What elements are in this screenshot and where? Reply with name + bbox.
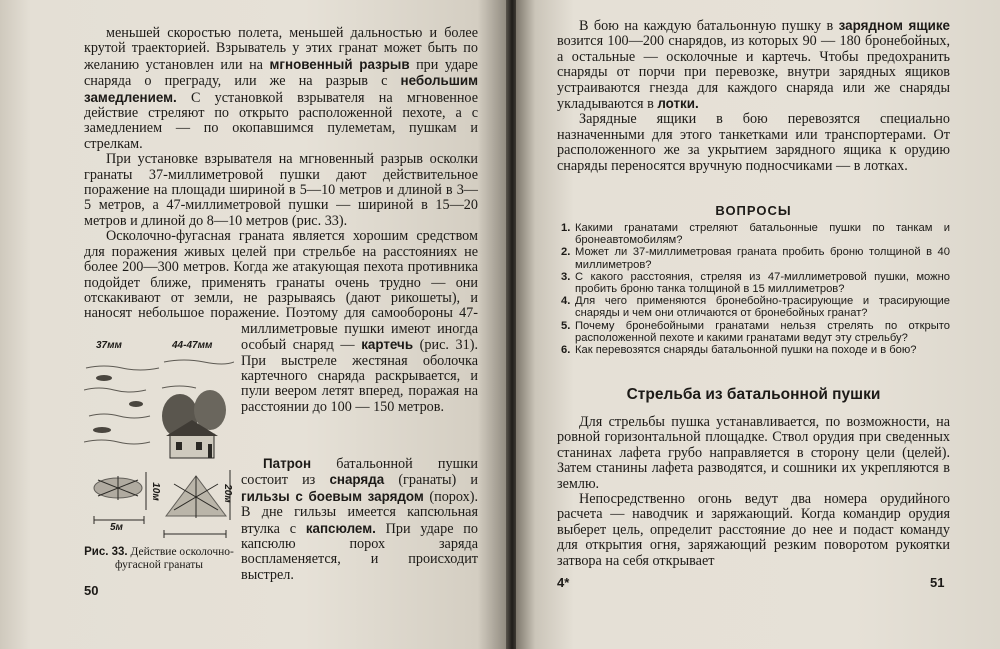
figure-caption-text: Действие осколочно-фугасной гранаты — [114, 546, 234, 571]
figure-caption — [84, 546, 234, 572]
bold-term: гильзы с боевым зарядом — [241, 488, 424, 504]
question-number: 3. — [561, 270, 571, 283]
figure-dim-5m: 5м — [110, 522, 123, 533]
figure-label-37mm: 37мм — [96, 340, 122, 351]
question-text: Может ли 37-миллиметровая граната пробить броню толщиной в 40 миллиметров? — [575, 246, 950, 271]
bold-term: Патрон — [263, 456, 312, 471]
question-item — [557, 246, 950, 270]
section-heading: Стрельба из батальонной пушки — [626, 386, 881, 403]
question-item — [557, 344, 950, 356]
right-page-number: 51 — [930, 575, 945, 590]
question-text: Какими гранатами стреляют батальонные пушки по танкам и бронеавтомобилям? — [575, 222, 950, 247]
question-text: Как перевозятся снаряды батальонной пушки на походе и в бою? — [575, 344, 917, 357]
right-page-top-text — [557, 18, 950, 174]
figure-caption-label: Рис. 33. — [84, 546, 128, 558]
question-number: 6. — [561, 344, 571, 357]
paragraph: В бою на каждую батальонную пушку в зарядном ящике возится 100—200 снарядов, из которых 90 — 180 бронебойных, а остальные — осколочные и картечь. Чтобы предохранить снаряды от порчи при перевозке, внутри зарядных ящиков устраиваются гнезда для каждого снаряда или же снаряды укладываются в лотки. — [557, 18, 951, 113]
bold-term: лотки. — [657, 96, 699, 112]
questions-list — [557, 222, 950, 356]
shell-effect-illustration — [84, 338, 234, 543]
paragraph: меньшей скоростью полета, меньшей дальностью и более крутой траекторией. Взрыватель у этих гранат может быть по желанию установлен или на мгновенный разрыв при ударе снаряда о преграду, или же на разрыв с небольшим замедлением. С установкой взрывателя на мгновенное действие стреляют по открыто расположенной пехоте, а с замедлением — по окопавшимся пулеметам, пушкам и стрелкам. — [84, 25, 478, 152]
bold-term: мгновенный разрыв — [269, 56, 410, 72]
questions-heading: ВОПРОСЫ — [715, 203, 792, 218]
bold-term: картечь — [361, 337, 414, 353]
question-item — [557, 295, 950, 319]
question-text: Для чего применяются бронебойно-трасирующие и трасирующие снаряды и чем они отличаются от бронебойных гранат? — [575, 295, 950, 320]
figure-dim-10m: 10м — [149, 482, 161, 501]
question-number: 2. — [561, 246, 571, 259]
paragraph: Для стрельбы пушка устанавливается, по возможности, на ровной горизонтальной площадке. Ствол орудия при сведенных станинах лафета грубо направляется в сторону цели (целей). Затем станины лафета разводятся, и сошники их укрепляются в землю. — [557, 414, 950, 492]
paragraph: Осколочно-фугасная граната является хорошим средством для поражения живых целей при стрельбе на расстояниях не более 200—300 метров. Когда же атакующая пехота противника подойдет ближе, применять гранаты очень трудно — они отскакивают от земли, не разрываясь (дают рикошеты), и наносят небольшое поражение. Поэтому для самообороны 47-миллиметровые пушки имеют иногда особый снаряд — картечь (рис. 31). При выстреле жестяная оболочка картечного снаряда раскрывается, и пули веером летят вперед, поражая на расстоянии до 100 — 150 метров. — [84, 228, 478, 415]
question-text: Почему бронебойными гранатами нельзя стрелять по открыто расположенной пехоте и какими гранатами ведут эту стрельбу? — [575, 319, 950, 344]
left-page-number: 50 — [84, 583, 99, 598]
question-number: 4. — [561, 295, 571, 308]
question-item — [557, 222, 950, 246]
right-page-bottom-text — [557, 415, 950, 569]
figure-label-44-47mm: 44-47мм — [172, 340, 213, 351]
question-item — [557, 320, 950, 344]
printer-signature-mark: 4* — [557, 575, 570, 590]
paragraph: Зарядные ящики в бою перевозятся специально назначенными для этого танкетками или транспортерами. От расположенного же за укрытием зарядного ящика к орудию снаряды переносятся вручную подносчиками — в лотках. — [557, 111, 950, 174]
bold-term: зарядном ящике — [838, 18, 951, 33]
bold-term: небольшим замедлением. — [84, 73, 478, 105]
question-number: 5. — [561, 319, 571, 332]
figure-33 — [84, 338, 234, 578]
paragraph: При установке взрывателя на мгновенный разрыв осколки гранаты 37-миллиметровой пушки дают действительное поражение на площади шириной в 5—10 метров и длиной в 3—5 метров, а 47-миллиметровой пушки — шириной в 15—20 метров и длиной до 8—10 метров (рис. 33). — [84, 151, 478, 229]
bold-term: капсюлем. — [305, 520, 376, 536]
question-text: С какого расстояния, стреляя из 47-миллиметровой пушки, можно пробить броню танка толщиной в 15 миллиметров? — [575, 270, 950, 296]
paragraph: Непосредственно огонь ведут два номера орудийного расчета — наводчик и заряжающий. Когда командир орудия выберет цель, определит расстояние до нее и подаст команду для открытия огня, заряжающий резким поворотом рукоятки затвора на себя открывает — [557, 491, 950, 569]
bold-term: снаряда — [329, 472, 385, 488]
question-item — [557, 271, 950, 295]
left-page-bottom-text — [241, 456, 478, 583]
question-number: 1. — [561, 222, 571, 234]
figure-dim-20m: 20м — [221, 484, 233, 503]
cartridge-paragraph: Патрон батальонной пушки состоит из снаряда (гранаты) и гильзы с боевым зарядом (порох). В дне гильзы имеется капсюльная втулка с капсюлем. При ударе по капсюлю порох заряда воспламеняется, и происходит выстрел. — [241, 456, 478, 583]
